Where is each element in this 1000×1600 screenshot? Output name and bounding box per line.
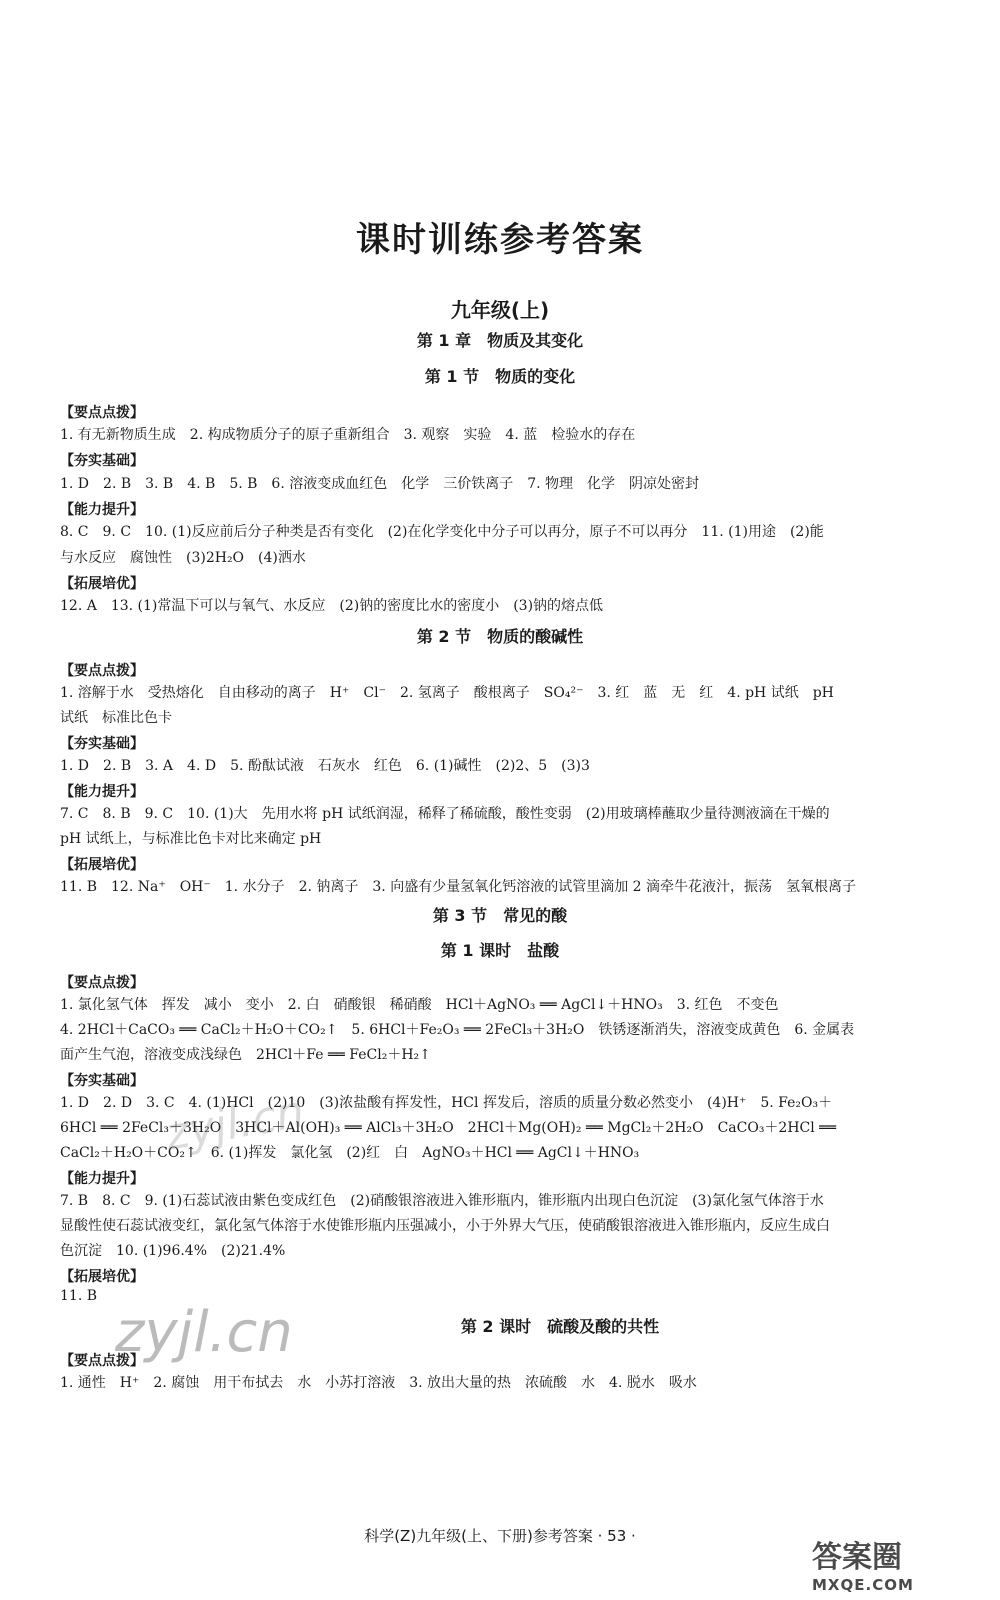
label: 【要点点拨】: [60, 1353, 144, 1369]
answer-line: 面产生气泡，溶液变成浅绿色 2HCl＋Fe ══ FeCl₂＋H₂↑: [60, 1047, 431, 1063]
watermark-mid: zyjl.cn: [161, 1086, 309, 1161]
lesson-title-1: 第 1 课时 盐酸: [440, 941, 560, 960]
label: 【要点点拨】: [60, 975, 144, 991]
watermark-center: zyjl.cn: [115, 1300, 293, 1365]
answer-line: 6HCl ══ 2FeCl₃＋3H₂O 3HCl＋Al(OH)₃ ══ AlCl₃＋3H₂O 2HCl＋Mg(OH)₂ ══ MgCl₂＋2H₂O CaCO₃＋2HCl ══: [60, 1120, 837, 1136]
answer-line: CaCl₂＋H₂O＋CO₂↑ 6. (1)挥发 氯化氢 (2)红 白 AgNO₃＋HCl ══ AgCl↓＋HNO₃: [60, 1145, 640, 1161]
answer-line: 1. 有无新物质生成 2. 构成物质分子的原子重新组合 3. 观察 实验 4. 蓝 检验水的存在: [60, 427, 636, 443]
answer-line: 7. B 8. C 9. (1)石蕊试液由紫色变成红色 (2)硝酸银溶液进入锥形瓶内，锥形瓶内出现白色沉淀 (3)氯化氢气体溶于水: [60, 1193, 824, 1209]
answer-line: 显酸性使石蕊试液变红，氯化氢气体溶于水使锥形瓶内压强减小，小于外界大气压，使硝酸银溶液进入锥形瓶内，反应生成白: [60, 1218, 830, 1234]
label: 【拓展培优】: [60, 576, 144, 592]
corner-watermark-bottom: MXQE.COM: [812, 1576, 914, 1594]
section-title-3: 第 3 节 常见的酸: [432, 906, 568, 925]
answer-line: 8. C 9. C 10. (1)反应前后分子种类是否有变化 (2)在化学变化中分子可以再分，原子不可以再分 11. (1)用途 (2)能: [60, 524, 824, 540]
answer-line: 12. A 13. (1)常温下可以与氧气、水反应 (2)钠的密度比水的密度小 (3)钠的熔点低: [60, 598, 604, 614]
chapter-title: 第 1 章 物质及其变化: [416, 331, 584, 350]
answer-line: 11. B: [60, 1288, 98, 1304]
answer-line: 1. D 2. B 3. A 4. D 5. 酚酞试液 石灰水 红色 6. (1)碱性 (2)2、5 (3)3: [60, 758, 590, 774]
answer-line: 色沉淀 10. (1)96.4% (2)21.4%: [60, 1243, 286, 1259]
answer-line: 7. C 8. B 9. C 10. (1)大 先用水将 pH 试纸润湿，稀释了稀硫酸，酸性变弱 (2)用玻璃棒蘸取少量待测液滴在干燥的: [60, 806, 830, 822]
label: 【能力提升】: [60, 1171, 144, 1187]
label: 【能力提升】: [60, 784, 144, 800]
grade-title: 九年级(上): [450, 298, 550, 322]
answer-line: 与水反应 腐蚀性 (3)2H₂O (4)洒水: [60, 550, 306, 566]
label: 【夯实基础】: [60, 453, 144, 469]
label: 【夯实基础】: [60, 1073, 144, 1089]
label: 【夯实基础】: [60, 736, 144, 752]
answer-line: 1. D 2. D 3. C 4. (1)HCl (2)10 (3)浓盐酸有挥发性，HCl 挥发后，溶质的质量分数必然变小 (4)H⁺ 5. Fe₂O₃＋: [60, 1095, 833, 1111]
answer-line: 试纸 标准比色卡: [60, 710, 172, 726]
answer-line: pH 试纸上，与标准比色卡对比来确定 pH: [60, 831, 322, 847]
answer-line: 1. 氯化氢气体 挥发 减小 变小 2. 白 硝酸银 稀硝酸 HCl＋AgNO₃ ══ AgCl↓＋HNO₃ 3. 红色 不变色: [60, 997, 779, 1013]
answer-line: 1. 溶解于水 受热熔化 自由移动的离子 H⁺ Cl⁻ 2. 氢离子 酸根离子 SO₄²⁻ 3. 红 蓝 无 红 4. pH 试纸 pH: [60, 685, 834, 701]
answer-line: 1. 通性 H⁺ 2. 腐蚀 用干布拭去 水 小苏打溶液 3. 放出大量的热 浓硫酸 水 4. 脱水 吸水: [60, 1375, 697, 1391]
label: 【拓展培优】: [60, 1269, 144, 1285]
section-title-1: 第 1 节 物质的变化: [424, 367, 576, 386]
label: 【拓展培优】: [60, 857, 144, 873]
corner-watermark: [812, 1532, 982, 1594]
answer-line: 4. 2HCl＋CaCO₃ ══ CaCl₂＋H₂O＋CO₂↑ 5. 6HCl＋Fe₂O₃ ══ 2FeCl₃＋3H₂O 铁锈逐渐消失，溶液变成黄色 6. 金属表: [60, 1022, 855, 1038]
page-footer: 科学(Z)九年级(上、下册)参考答案 · 53 ·: [364, 1527, 636, 1545]
section-title-2: 第 2 节 物质的酸碱性: [416, 627, 584, 646]
lesson-title-2: 第 2 课时 硫酸及酸的共性: [460, 1317, 660, 1336]
label: 【要点点拨】: [60, 405, 144, 421]
answer-line: 1. D 2. B 3. B 4. B 5. B 6. 溶液变成血红色 化学 三价铁离子 7. 物理 化学 阴凉处密封: [60, 476, 700, 492]
corner-watermark-top: 答案圈: [812, 1540, 902, 1575]
answer-line: 11. B 12. Na⁺ OH⁻ 1. 水分子 2. 钠离子 3. 向盛有少量氢氧化钙溶液的试管里滴加 2 滴牵牛花液汁，振荡 氢氧根离子: [60, 879, 857, 895]
main-title: 课时训练参考答案: [356, 220, 644, 260]
label: 【要点点拨】: [60, 663, 144, 679]
label: 【能力提升】: [60, 502, 144, 518]
